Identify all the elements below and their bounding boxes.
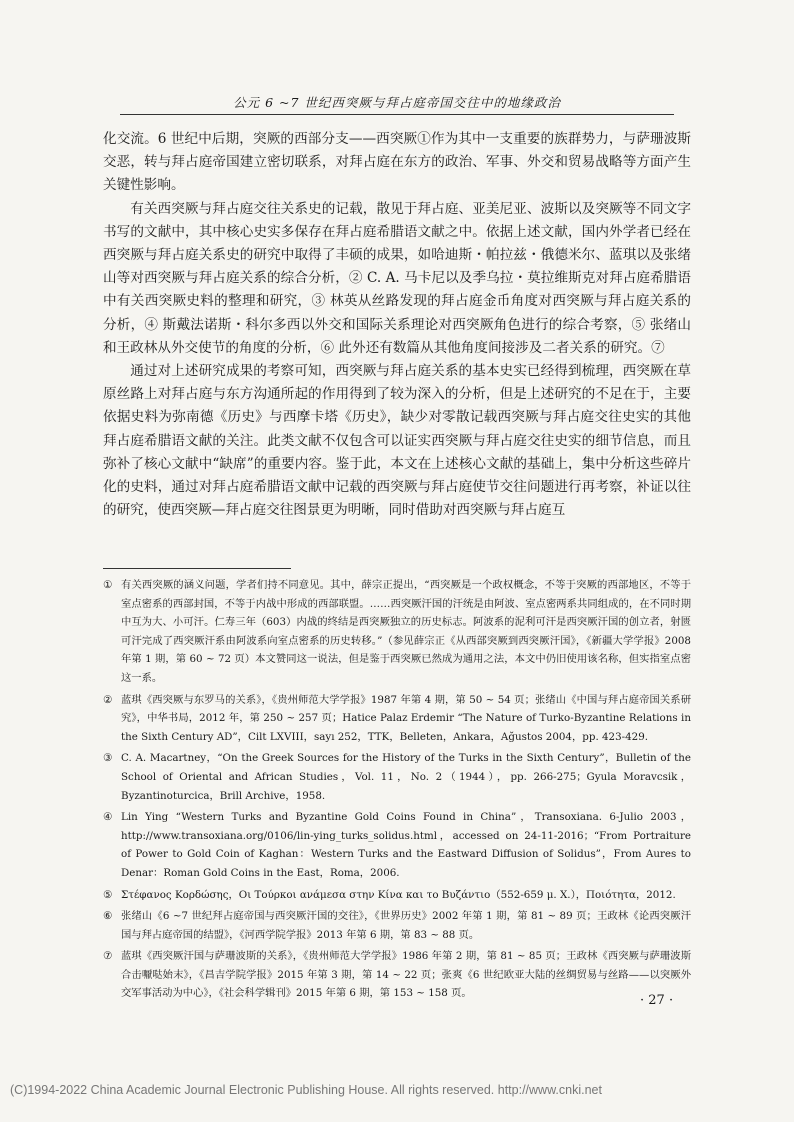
footnote-text: Lin Ying “Western Turks and Byzantine Gold Coins Found in China”，Transoxiana. 6-Julio 2003，http://www.transoxiana.org/0106/lin-ying_turks_solidus.html，accessed on 24-11-2016；“From Portraiture of Power to Gold Coin of Kaghan：Western Turks and the Eastward Diffusion of Solidus”，From Aures to Denar：Roman Gold Coins in the East，Roma，2006. <box>121 811 691 879</box>
footnote <box>103 886 691 905</box>
paragraph: 通过对上述研究成果的考察可知，西突厥与拜占庭关系的基本史实已经得到梳理，西突厥在草原丝路上对拜占庭与东方沟通所起的作用得到了较为深入的分析，但是上述研究的不足在于，主要依据史料为弥南德《历史》与西摩卡塔《历史》，缺少对零散记载西突厥与拜占庭交往史实的其他拜占庭希腊语文献的关注。此类文献不仅包含可以证实西突厥与拜占庭交往史实的细节信息，而且弥补了核心文献中“缺席”的重要内容。鉴于此，本文在上述核心文献的基础上，集中分析这些碎片化的史料，通过对拜占庭希腊语文献中记载的西突厥与拜占庭使节交往问题进行再考察，补证以往的研究，使西突厥—拜占庭交往图景更为明晰，同时借助对西突厥与拜占庭互 <box>103 363 691 519</box>
paragraph: 化交流。6 世纪中后期，突厥的西部分支——西突厥①作为其中一支重要的族群势力，与萨珊波斯交恶，转与拜占庭帝国建立密切联系，对拜占庭在东方的政治、军事、外交和贸易战略等方面产生关键性影响。 <box>103 131 691 194</box>
page-number: · 27 · <box>640 993 674 1008</box>
footnote-number: ⑤ <box>103 888 113 901</box>
paragraph: 有关西突厥与拜占庭交往关系史的记载，散见于拜占庭、亚美尼亚、波斯以及突厥等不同文字书写的文献中，其中核心史实多保存在拜占庭希腊语文献之中。依据上述文献，国内外学者已经在西突厥与拜占庭关系史的研究中取得了丰硕的成果，如哈迪斯・帕拉兹・俄德米尔、蓝琪以及张绪山等对西突厥与拜占庭关系的综合分析，② C. A. 马卡尼以及季乌拉・莫拉维斯克对拜占庭希腊语中有关西突厥史料的整理和研究，③ 林英从丝路发现的拜占庭金币角度对西突厥与拜占庭关系的分析，④ 斯戴法诺斯・科尔多西以外交和国际关系理论对西突厥角色进行的综合考察，⑤ 张绪山和王政林从外交使节的角度的分析，⑥ 此外还有数篇从其他角度间接涉及二者关系的研究。⑦ <box>103 200 691 356</box>
footnote <box>103 808 691 882</box>
footnote-number: ② <box>103 693 113 706</box>
header-rule <box>120 114 674 115</box>
footnote-rule <box>103 568 291 569</box>
footnote-text: 蓝琪《西突厥与东罗马的关系》，《贵州师范大学学报》1987 年第 4 期，第 50 ~ 54 页；张绪山《中国与拜占庭帝国关系研究》，中华书局，2012 年，第 250 ~ 257 页；Hatice Palaz Erdemir “The Nature of Turko-Byzantine Relations in the Sixth Century AD”，Cilt LXVIII，sayı 252，TTK，Belleten，Ankara，Ağustos 2004，pp. 423-429. <box>121 693 691 743</box>
main-text <box>103 128 691 522</box>
footnotes <box>103 576 691 1006</box>
footnote-text: 张绪山《6 ~7 世纪拜占庭帝国与西突厥汗国的交往》，《世界历史》2002 年第 1 期，第 81 ~ 89 页；王政林《论西突厥汗国与拜占庭帝国的结盟》，《河西学院学报》2013 年第 6 期，第 83 ~ 88 页。 <box>121 910 691 941</box>
footnote-text: 有关西突厥的涵义问题，学者们持不同意见。其中，薛宗正提出，“西突厥是一个政权概念，不等于突厥的西部地区，不等于室点密系的西部封国，不等于内战中形成的西部联盟。……西突厥汗国的汗统是由阿波、室点密两系共同组成的，在不同时期中互为大、小可汗。仁寿三年（603）内战的终结是西突厥独立的历史标志。阿波系的泥利可汗是西突厥汗国的创立者，射匮可汗完成了西突厥汗系由阿波系向室点密系的历史转移。”（参见薛宗正《从西部突厥到西突厥汗国》，《新疆大学学报》2008 年第 1 期，第 60 ~ 72 页）本文赞同这一说法，但是鉴于西突厥已然成为通用之法，本文中仍旧使用该名称，但实指室点密这一系。 <box>121 579 691 684</box>
footnote <box>103 749 691 805</box>
footnote <box>103 947 691 1003</box>
footnote-text: Στέφανος Κορδώσης，Οι Τούρκοι ανάμεσα στην Κίνα και το Βυζάντιο（552-659 μ. Χ.），Ποιότητα，2012. <box>121 888 676 901</box>
footnote <box>103 691 691 747</box>
footnote-number: ⑦ <box>103 950 113 963</box>
footnote-number: ① <box>103 579 113 591</box>
footnote <box>103 907 691 944</box>
footnote-number: ⑥ <box>103 910 113 923</box>
footnote-text: 蓝琪《西突厥汗国与萨珊波斯的关系》，《贵州师范大学学报》1986 年第 2 期，第 81 ~ 85 页；王政林《西突厥与萨珊波斯合击嚈哒始末》，《昌吉学院学报》2015 年第 3 期，第 14 ~ 22 页；张爽《6 世纪欧亚大陆的丝绸贸易与丝路——以突厥外交军事活动为中心》，《社会科学辑刊》2015 年第 6 期，第 153 ~ 158 页。 <box>121 950 691 1000</box>
footnote-number: ④ <box>103 811 113 824</box>
footnote-number: ③ <box>103 752 113 765</box>
copyright-footer: (C)1994-2022 China Academic Journal Electronic Publishing House. All rights reserved. http://www.cnki.net <box>10 1083 602 1097</box>
running-head: 公元 6 ~7 世纪西突厥与拜占庭帝国交往中的地缘政治 <box>233 95 561 110</box>
footnote <box>103 576 691 688</box>
footnote-text: C. A. Macartney，“On the Greek Sources for the History of the Turks in the Sixth Century”，Bulletin of the School of Oriental and African Studies，Vol. 11，No. 2（1944），pp. 266-275；Gyula Moravcsik，Byzantinoturcica，Brill Archive，1958. <box>121 752 691 802</box>
